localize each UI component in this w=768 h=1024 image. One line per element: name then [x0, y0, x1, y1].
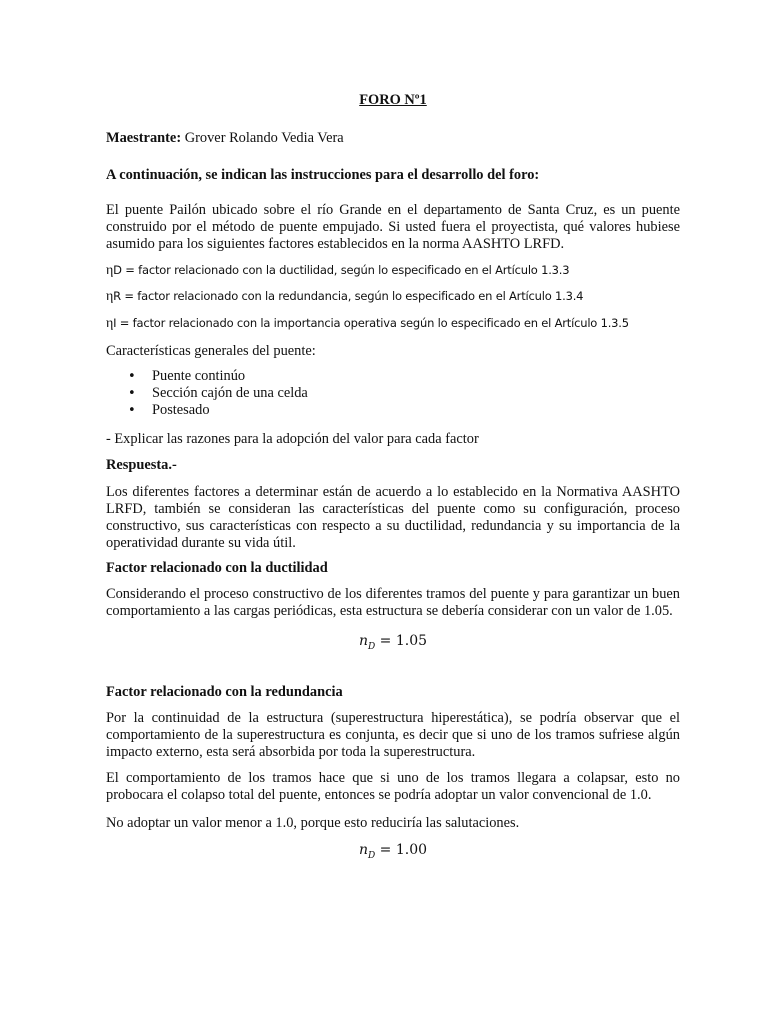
equation-redundancy — [106, 842, 680, 861]
characteristics-heading: Características generales del puente: — [106, 343, 316, 359]
maestrante-name: Grover Rolando Vedia Vera — [184, 130, 344, 146]
list-item: • Postesado — [128, 402, 308, 419]
explain-line: - Explicar las razones para la adopción del valor para cada factor — [106, 431, 479, 447]
factor-redundancy-line — [106, 288, 680, 305]
list-item: • Puente continúo — [128, 368, 308, 385]
instructions-heading: A continuación, se indican las instrucciones para el desarrollo del foro: — [106, 167, 540, 183]
redundancy-paragraph-3: No adoptar un valor menor a 1.0, porque esto reduciría las salutaciones. — [106, 815, 520, 831]
factor-redundancy-text: R = factor relacionado con la redundancia, según lo especificado en el Artículo 1.3.4 — [113, 289, 584, 303]
intro-paragraph: El puente Pailón ubicado sobre el río Grande en el departamento de Santa Cruz, es un puente construido por el método de puente empujado. Si usted fuera el proyectista, qué valores hubiese asumido para los siguientes factores establecidos en la norma AASHTO LRFD. — [106, 202, 680, 252]
factor-importance-line — [106, 315, 680, 332]
document-title: FORO Nº1 — [359, 92, 427, 108]
factor-importance-text: I = factor relacionado con la importancia operativa según lo especificado en el Artículo 1.3.5 — [113, 316, 629, 330]
redundancy-paragraph-1: Por la continuidad de la estructura (superestructura hiperestática), se podría observar que el comportamiento de la superestructura es conjunta, es decir que si uno de los tramos sufriese algún impacto externo, esta será absorbida por toda la superestructura. — [106, 710, 680, 760]
eta-symbol: η — [106, 263, 114, 278]
equation-variable: n — [358, 633, 368, 649]
eta-symbol: η — [106, 316, 114, 331]
maestrante-line — [106, 130, 680, 147]
maestrante-label: Maestrante: — [106, 130, 182, 146]
equation-ductility — [106, 633, 680, 652]
answer-heading: Respuesta.- — [106, 457, 177, 473]
list-item: • Sección cajón de una celda — [128, 385, 308, 402]
factor-ductility-line — [106, 262, 680, 279]
redundancy-paragraph-2: El comportamiento de los tramos hace que si uno de los tramos llegara a colapsar, esto no probocara el colapso total del puente, entonces se podría adoptar un valor convencional de 1.0. — [106, 770, 680, 803]
ductility-heading: Factor relacionado con la ductilidad — [106, 560, 328, 576]
equation-value: = 1.05 — [379, 633, 428, 649]
ductility-paragraph: Considerando el proceso constructivo de los diferentes tramos del puente y para garantizar un buen comportamiento a las cargas periódicas, esta estructura se debería considerar con un valor de 1.05. — [106, 586, 680, 619]
factor-ductility-text: D = factor relacionado con la ductilidad, según lo especificado en el Artículo 1.3.3 — [113, 263, 570, 277]
equation-subscript: D — [368, 641, 376, 652]
eta-symbol: η — [106, 289, 114, 304]
characteristics-list — [128, 368, 308, 419]
redundancy-heading: Factor relacionado con la redundancia — [106, 684, 343, 700]
equation-value: = 1.00 — [379, 842, 428, 858]
equation-subscript: D — [368, 850, 376, 861]
equation-variable: n — [358, 842, 368, 858]
answer-paragraph: Los diferentes factores a determinar están de acuerdo a lo establecido en la Normativa AASHTO LRFD, también se consideran las características del puente como su configuración, proceso constructivo, sus características con respecto a su ductilidad, redundancia y su importancia de la operatividad durante su vida útil. — [106, 484, 680, 551]
